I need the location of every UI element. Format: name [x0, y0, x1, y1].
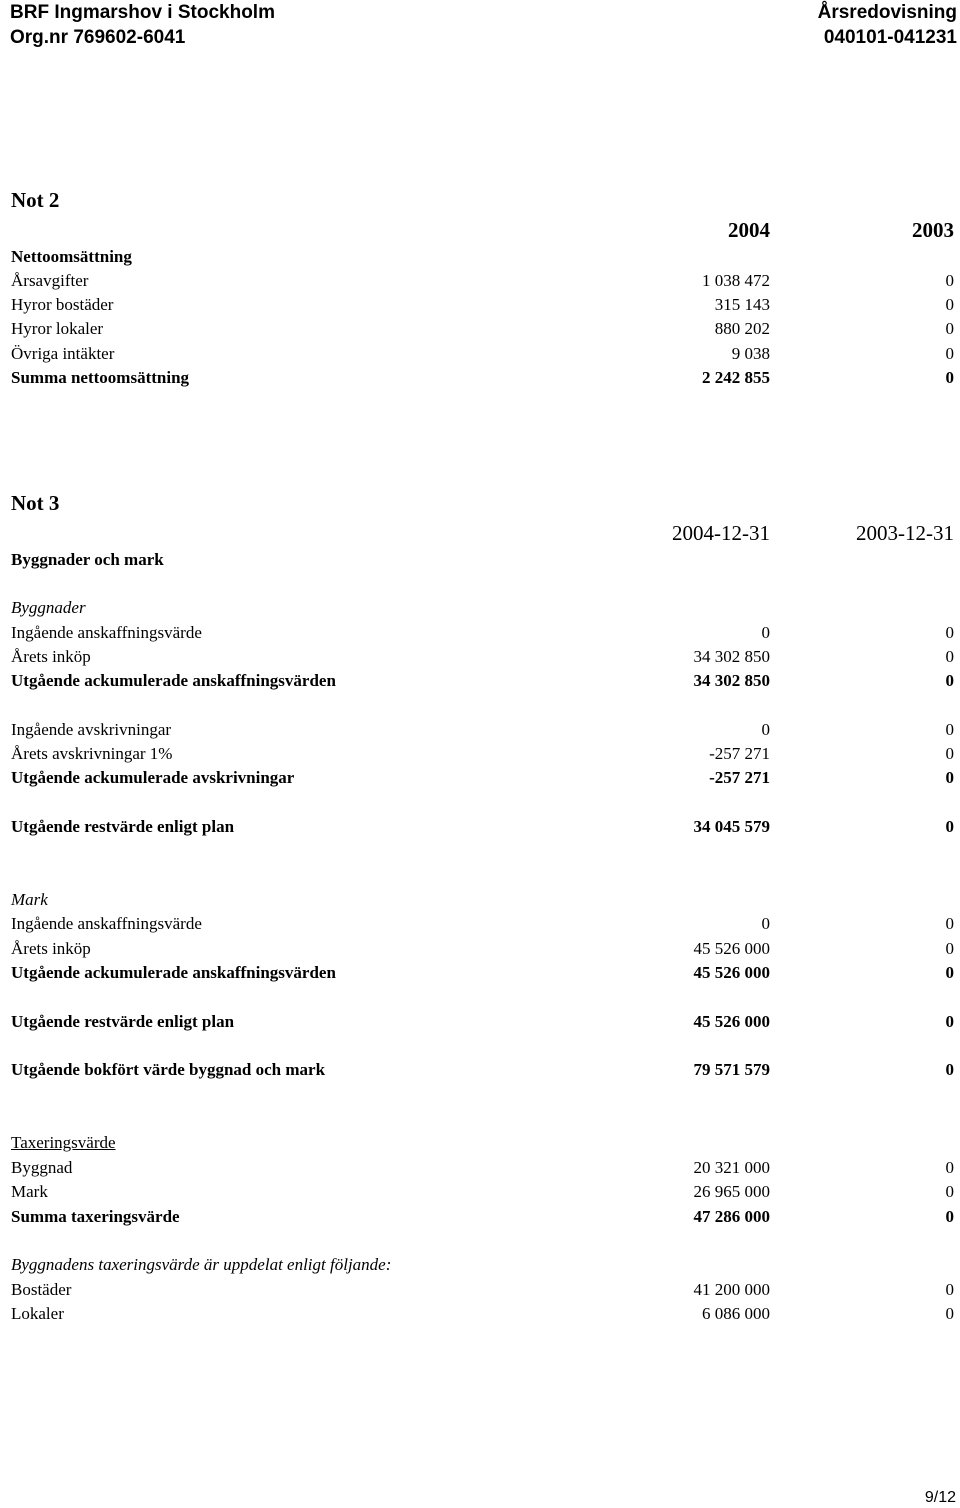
org-name: BRF Ingmarshov i Stockholm — [10, 2, 275, 23]
total-row-label: Utgående ackumulerade avskrivningar — [11, 768, 295, 787]
total-row-label: Utgående ackumulerade anskaffningsvärden — [11, 963, 336, 982]
note-2-col-header-current: 2004 — [728, 218, 770, 242]
note-2-col-header-prior: 2003 — [912, 218, 954, 242]
report-period: 040101-041231 — [823, 27, 957, 48]
taxeringsvarde-heading: Taxeringsvärde — [11, 1133, 116, 1152]
note-3-col-header-current: 2004-12-31 — [672, 521, 770, 545]
row-label: Hyror lokaler — [11, 319, 104, 338]
row-value-prior: 0 — [945, 720, 954, 739]
total-row-value-current: -257 271 — [709, 768, 770, 787]
row-value-current: 6 086 000 — [702, 1304, 770, 1323]
total-row-label: Utgående restvärde enligt plan — [11, 817, 235, 836]
row-value-prior: 0 — [945, 914, 954, 933]
row-label: Årets inköp — [11, 939, 91, 958]
note-3-col-header-prior: 2003-12-31 — [856, 521, 954, 545]
total-row-value-current: 45 526 000 — [693, 963, 770, 982]
total-row-label: Utgående ackumulerade anskaffningsvärden — [11, 671, 336, 690]
mark-heading: Mark — [11, 890, 48, 909]
note-3-section-title: Byggnader och mark — [11, 550, 164, 569]
row-value-prior: 0 — [945, 1304, 954, 1323]
note-3-title: Not 3 — [11, 491, 60, 515]
row-value-prior: 0 — [945, 1158, 954, 1177]
row-value-current: 20 321 000 — [693, 1158, 770, 1177]
row-label: Årets inköp — [11, 647, 91, 666]
row-value-prior: 0 — [945, 319, 954, 338]
row-value-current: 34 302 850 — [693, 647, 770, 666]
row-value-current: 0 — [761, 914, 770, 933]
row-value-current: 0 — [761, 720, 770, 739]
total-row-value-prior: 0 — [945, 368, 954, 387]
total-row-value-prior: 0 — [945, 1012, 954, 1031]
total-row-value-current: 34 045 579 — [693, 817, 770, 836]
row-value-prior: 0 — [945, 939, 954, 958]
row-label: Ingående anskaffningsvärde — [11, 914, 202, 933]
document-type: Årsredovisning — [817, 2, 957, 23]
total-row-value-current: 34 302 850 — [693, 671, 770, 690]
total-row-value-current: 45 526 000 — [693, 1012, 770, 1031]
row-label: Övriga intäkter — [11, 344, 115, 363]
total-row-value-prior: 0 — [945, 963, 954, 982]
row-value-prior: 0 — [945, 647, 954, 666]
total-row-label: Utgående bokfört värde byggnad och mark — [11, 1060, 326, 1079]
row-label: Mark — [11, 1182, 48, 1201]
row-value-current: -257 271 — [709, 744, 770, 763]
total-row-value-current: 79 571 579 — [693, 1060, 770, 1079]
total-row-label: Summa taxeringsvärde — [11, 1207, 180, 1226]
total-row-value-prior: 0 — [945, 817, 954, 836]
total-row-value-prior: 0 — [945, 671, 954, 690]
total-row-label: Utgående restvärde enligt plan — [11, 1012, 235, 1031]
row-value-prior: 0 — [945, 295, 954, 314]
row-value-current: 315 143 — [714, 295, 770, 314]
note-2-title: Not 2 — [11, 188, 60, 212]
row-value-current: 1 038 472 — [702, 271, 770, 290]
row-label: Hyror bostäder — [11, 295, 114, 314]
byggnader-heading: Byggnader — [11, 598, 86, 617]
total-row-value-prior: 0 — [945, 768, 954, 787]
org-number: Org.nr 769602-6041 — [10, 27, 186, 48]
row-value-prior: 0 — [945, 1280, 954, 1299]
row-value-prior: 0 — [945, 1182, 954, 1201]
note-2-section-title: Nettoomsättning — [11, 247, 132, 266]
row-value-prior: 0 — [945, 744, 954, 763]
row-label: Årets avskrivningar 1% — [11, 744, 173, 763]
page-number: 9/12 — [924, 1489, 956, 1506]
total-row-label: Summa nettoomsättning — [11, 368, 190, 387]
row-label: Bostäder — [11, 1280, 72, 1299]
row-value-current: 26 965 000 — [693, 1182, 770, 1201]
total-row-value-current: 47 286 000 — [693, 1207, 770, 1226]
row-label: Byggnad — [11, 1158, 73, 1177]
row-label: Ingående avskrivningar — [11, 720, 172, 739]
row-value-current: 9 038 — [731, 344, 770, 363]
row-value-current: 41 200 000 — [693, 1280, 770, 1299]
row-label: Lokaler — [11, 1304, 64, 1323]
total-row-value-prior: 0 — [945, 1207, 954, 1226]
row-value-current: 0 — [761, 623, 770, 642]
total-row-value-prior: 0 — [945, 1060, 954, 1079]
row-label: Ingående anskaffningsvärde — [11, 623, 202, 642]
row-label: Årsavgifter — [11, 271, 89, 290]
row-value-current: 880 202 — [714, 319, 770, 338]
row-value-prior: 0 — [945, 344, 954, 363]
row-value-current: 45 526 000 — [693, 939, 770, 958]
total-row-value-current: 2 242 855 — [702, 368, 770, 387]
row-value-prior: 0 — [945, 271, 954, 290]
uppdelning-heading: Byggnadens taxeringsvärde är uppdelat enligt följande: — [11, 1255, 392, 1274]
row-value-prior: 0 — [945, 623, 954, 642]
